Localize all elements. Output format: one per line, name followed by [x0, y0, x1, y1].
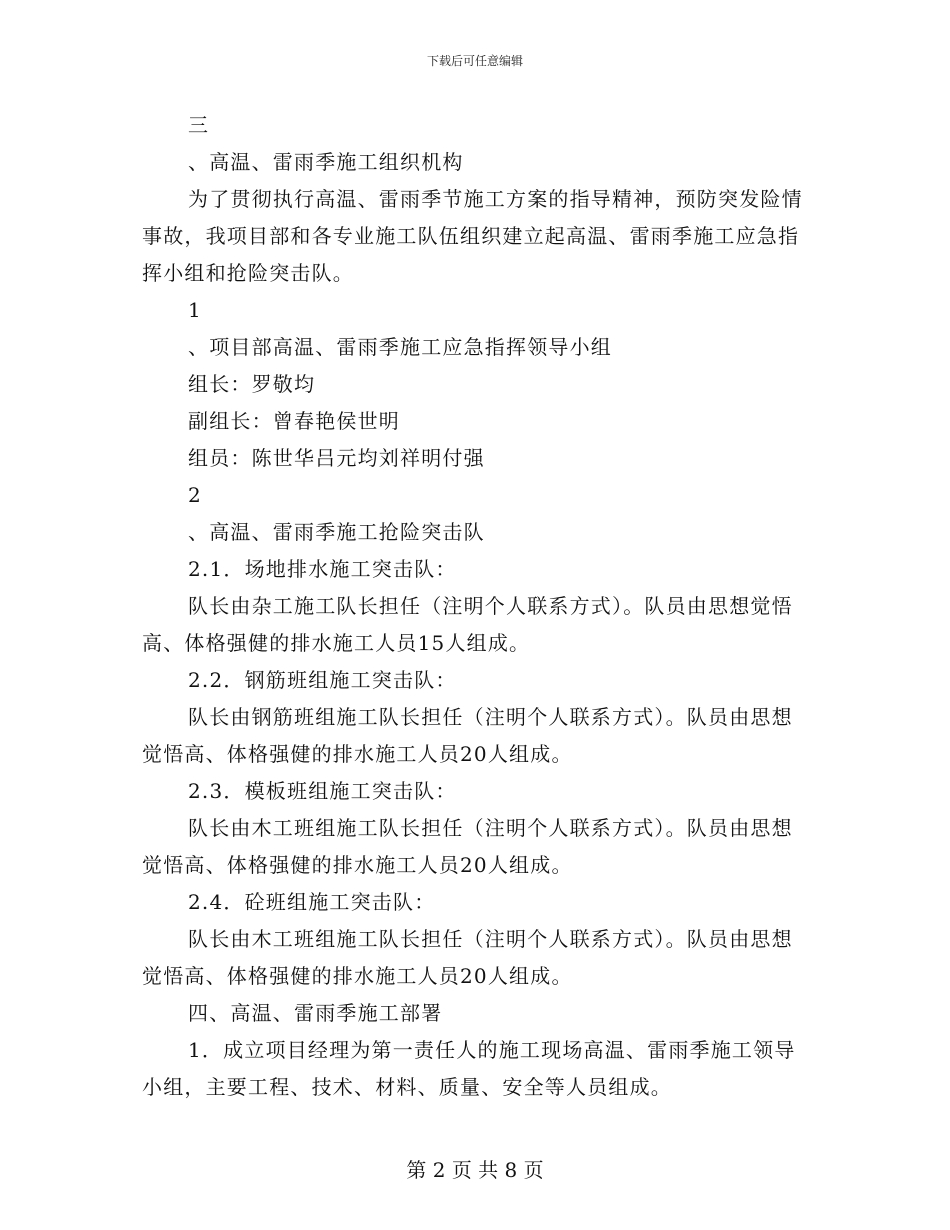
item-2-1-body: 队长由杂工施工队长担任（注明个人联系方式）。队员由思想觉悟高、体格强健的排水施工人员15人组成。 [142, 594, 793, 655]
item-2-2-heading: 2.2．钢筋班组施工突击队： [188, 668, 457, 692]
subsection-number-2: 2 [188, 483, 202, 507]
group-members-line: 组员：陈世华吕元均刘祥明付强 [188, 446, 485, 470]
item-2-1-heading: 2.1．场地排水施工突击队： [188, 557, 457, 581]
subsection-heading-command-group: 、项目部高温、雷雨季施工应急指挥领导小组 [188, 335, 612, 359]
group-leader-line: 组长：罗敬均 [188, 372, 316, 396]
subsection-heading-rescue-team: 、高温、雷雨季施工抢险突击队 [188, 520, 485, 544]
page-number-footer: 第 2 页 共 8 页 [406, 1158, 544, 1182]
item-2-4-body: 队长由木工班组施工队长担任（注明个人联系方式）。队员由思想觉悟高、体格强健的排水施工人员20人组成。 [142, 927, 793, 988]
item-2-2-body: 队长由钢筋班组施工队长担任（注明个人联系方式）。队员由思想觉悟高、体格强健的排水施工人员20人组成。 [142, 705, 793, 766]
section-heading-organization: 、高温、雷雨季施工组织机构 [188, 150, 464, 174]
deployment-item-1: 1．成立项目经理为第一责任人的施工现场高温、雷雨季施工领导小组，主要工程、技术、材料、质量、安全等人员组成。 [142, 1038, 796, 1099]
section-heading-deployment: 四、高温、雷雨季施工部署 [188, 1001, 443, 1025]
subsection-number-1: 1 [188, 298, 202, 322]
section-number-three: 三 [188, 113, 210, 137]
item-2-3-body: 队长由木工班组施工队长担任（注明个人联系方式）。队员由思想觉悟高、体格强健的排水施工人员20人组成。 [142, 816, 793, 877]
item-2-3-heading: 2.3．模板班组施工突击队： [188, 779, 457, 803]
item-2-4-heading: 2.4．砼班组施工突击队： [188, 890, 436, 914]
download-editable-note: 下载后可任意编辑 [426, 54, 523, 68]
document-body [142, 107, 810, 1106]
deputy-leader-line: 副组长：曾春艳侯世明 [188, 409, 400, 433]
paragraph-intro: 为了贯彻执行高温、雷雨季节施工方案的指导精神，预防突发险情事故，我项目部和各专业施工队伍组织建立起高温、雷雨季施工应急指挥小组和抢险突击队。 [142, 187, 803, 285]
